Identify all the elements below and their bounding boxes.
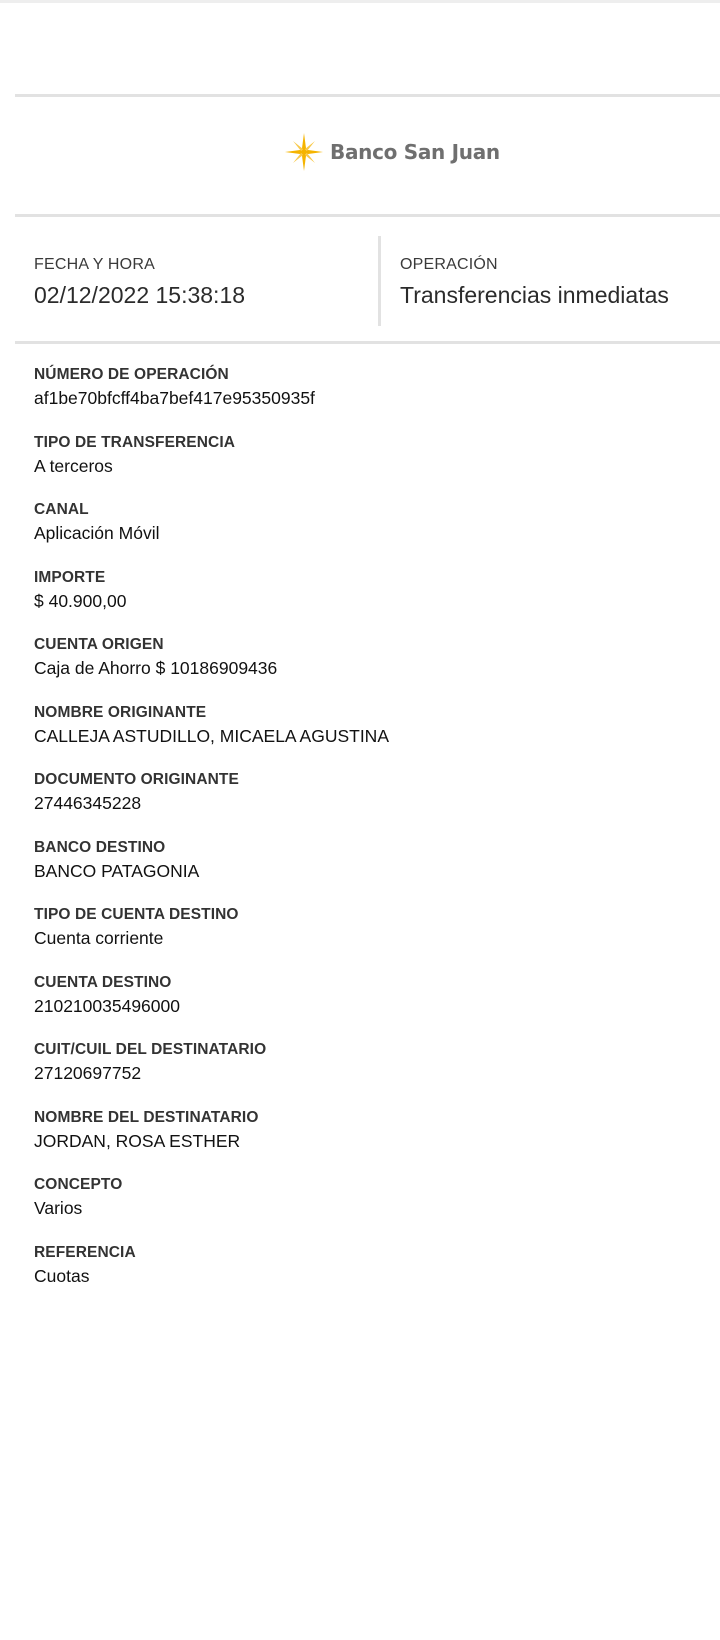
field-value: Cuotas	[34, 1265, 90, 1286]
field-label: NOMBRE ORIGINANTE	[34, 703, 207, 721]
star-compass-icon	[284, 132, 324, 172]
field-banco-destino	[34, 838, 694, 906]
date-block	[34, 236, 245, 309]
field-numero-operacion	[34, 365, 694, 433]
field-label: CANAL	[34, 501, 89, 518]
field-importe	[34, 568, 694, 636]
date-value: 02/12/2022 15:38:18	[34, 282, 246, 308]
field-label: IMPORTE	[34, 568, 106, 586]
field-label: NOMBRE DEL DESTINATARIO	[34, 1108, 259, 1126]
field-value: JORDAN, ROSA ESTHER	[34, 1130, 241, 1151]
field-nombre-destinatario	[34, 1108, 694, 1176]
field-label: BANCO DESTINO	[34, 838, 166, 856]
field-referencia	[34, 1243, 694, 1311]
field-value: A terceros	[34, 455, 113, 476]
field-nombre-originante	[34, 703, 694, 771]
field-value: 210210035496000	[34, 995, 180, 1016]
field-value: CALLEJA ASTUDILLO, MICAELA AGUSTINA	[34, 725, 389, 746]
field-cuenta-origen	[34, 635, 694, 703]
field-cuit-destinatario	[34, 1040, 694, 1108]
field-value: Varios	[34, 1198, 83, 1218]
field-concepto	[34, 1175, 694, 1243]
field-label: CUENTA DESTINO	[34, 973, 172, 991]
summary-divider	[378, 236, 381, 326]
field-label: TIPO DE CUENTA DESTINO	[34, 906, 239, 923]
operation-label: OPERACIÓN	[400, 256, 498, 273]
summary-section	[0, 236, 720, 326]
header-divider-bottom	[15, 214, 720, 217]
summary-divider-bottom	[15, 341, 720, 344]
field-label: CUIT/CUIL DEL DESTINATARIO	[34, 1041, 267, 1058]
field-canal	[34, 500, 694, 568]
field-label: TIPO DE TRANSFERENCIA	[34, 433, 236, 451]
field-cuenta-destino	[34, 973, 694, 1041]
header-divider-top	[15, 94, 720, 97]
date-label: FECHA Y HORA	[34, 256, 155, 273]
field-value: 27446345228	[34, 793, 142, 813]
operation-block	[400, 236, 669, 309]
field-value: BANCO PATAGONIA	[34, 860, 200, 881]
operation-value: Transferencias inmediatas	[400, 282, 669, 308]
field-value: 27120697752	[34, 1063, 142, 1083]
bank-name: Banco San Juan	[330, 140, 500, 164]
field-value: af1be70bfcff4ba7bef417e95350935f	[34, 388, 315, 408]
field-label: CUENTA ORIGEN	[34, 636, 164, 653]
field-value: $ 40.900,00	[34, 590, 127, 611]
field-value: Caja de Ahorro $ 10186909436	[34, 658, 278, 678]
field-label: CONCEPTO	[34, 1176, 123, 1193]
field-label: REFERENCIA	[34, 1243, 136, 1261]
field-value: Cuenta corriente	[34, 928, 164, 948]
field-tipo-cuenta-destino	[34, 905, 694, 973]
field-label: NÚMERO DE OPERACIÓN	[34, 366, 229, 383]
field-tipo-transferencia	[34, 433, 694, 501]
field-value: Aplicación Móvil	[34, 523, 160, 543]
details-list	[34, 365, 694, 1310]
bank-logo	[284, 130, 500, 174]
field-documento-originante	[34, 770, 694, 838]
field-label: DOCUMENTO ORIGINANTE	[34, 771, 239, 788]
top-shadow	[0, 0, 720, 3]
